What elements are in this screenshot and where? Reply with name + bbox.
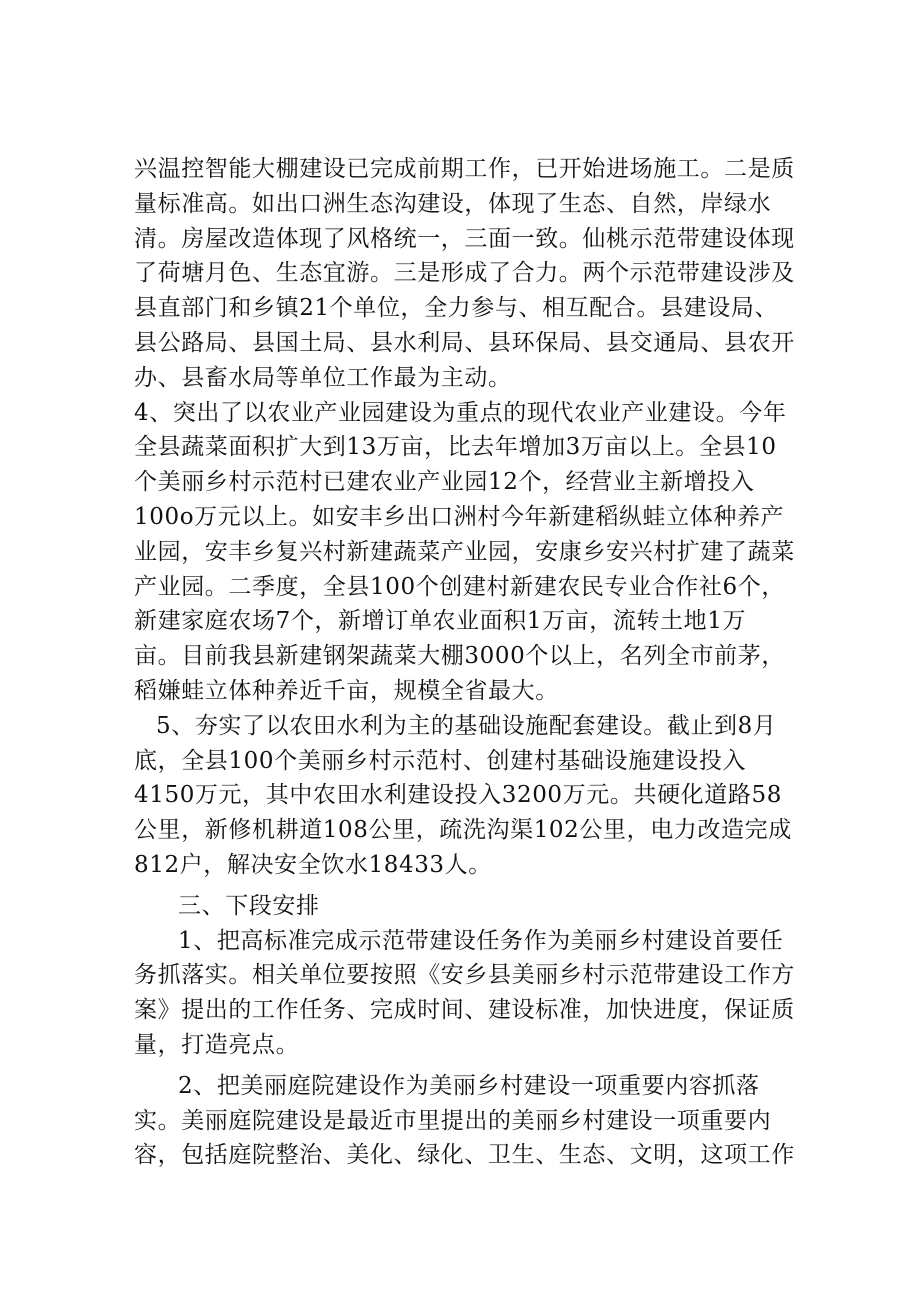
paragraph-line: 清。房屋改造体现了风格统一，三面一致。仙桃示范带建设体现 <box>134 225 795 252</box>
paragraph-line: 新建家庭农场7个，新增订单农业面积1万亩，流转土地1万 <box>134 608 747 635</box>
paragraph-line: 容，包括庭院整治、美化、绿化、卫生、生态、文明，这项工作 <box>134 1142 795 1169</box>
paragraph-line: 了荷塘月色、生态宜游。三是形成了合力。两个示范带建设涉及 <box>134 260 795 287</box>
paragraph-line: 亩。目前我县新建钢架蔬菜大棚3000个以上，名列全市前茅， <box>134 643 785 670</box>
paragraph-line: 兴温控智能大棚建设已完成前期工作，已开始进场施工。二是质 <box>134 156 795 182</box>
paragraph-line: 县直部门和乡镇21个单位，全力参与、相互配合。县建设局、 <box>134 295 779 322</box>
paragraph-line: 量标准高。如出口洲生态沟建设，体现了生态、自然，岸绿水 <box>134 190 772 217</box>
paragraph-line: 底，全县100个美丽乡村示范村、创建村基础设施建设投入 <box>134 747 747 774</box>
paragraph-line: 办、县畜水局等单位工作最为主动。 <box>134 364 512 391</box>
paragraph-line: 案》提出的工作任务、完成时间、建设标准，加快进度，保证质 <box>134 997 795 1024</box>
paragraph-line: 1、把高标准完成示范带建设任务作为美丽乡村建设首要任 <box>178 927 784 954</box>
paragraph-line: 2、把美丽庭院建设作为美丽乡村建设一项重要内容抓落 <box>178 1072 760 1099</box>
paragraph-line: 县公路局、县国土局、县水利局、县环保局、县交通局、县农开 <box>134 329 795 356</box>
paragraph-line: 100o万元以上。如安丰乡出口洲村今年新建稻纵蛙立体种养产 <box>134 503 785 530</box>
paragraph-line: 812户，解决安全饮水18433人。 <box>134 851 492 878</box>
paragraph-line: 实。美丽庭院建设是最近市里提出的美丽乡村建设一项重要内 <box>134 1107 772 1134</box>
paragraph-line: 个美丽乡村示范村已建农业产业园12个，经营业主新增投入 <box>134 469 755 496</box>
paragraph-line: 务抓落实。相关单位要按照《安乡县美丽乡村示范带建设工作方 <box>134 962 795 989</box>
paragraph-line: 5、夯实了以农田水利为主的基础设施配套建设。截止到8月 <box>156 712 777 739</box>
document-body <box>134 152 794 1173</box>
paragraph-line: 公里，新修机耕道108公里，疏洗沟渠102公里，电力改造完成 <box>134 817 792 844</box>
paragraph-line: 4、突出了以农业产业园建设为重点的现代农业产业建设。今年 <box>134 399 787 426</box>
paragraph-line: 量，打造亮点。 <box>134 1031 300 1058</box>
section-heading: 三、下段安排 <box>178 892 320 919</box>
paragraph-line: 全县蔬菜面积扩大到13万亩，比去年增加3万亩以上。全县10 <box>134 434 777 461</box>
paragraph-line: 业园，安丰乡复兴村新建蔬菜产业园，安康乡安兴村扩建了蔬菜 <box>134 538 795 565</box>
paragraph-line: 稻嫌蛙立体种养近千亩，规模全省最大。 <box>134 677 559 704</box>
paragraph-line: 产业园。二季度，全县100个创建村新建农民专业合作社6个， <box>134 573 785 600</box>
paragraph-line: 4150万元，其中农田水利建设投入3200万元。共硬化道路58 <box>134 782 782 809</box>
